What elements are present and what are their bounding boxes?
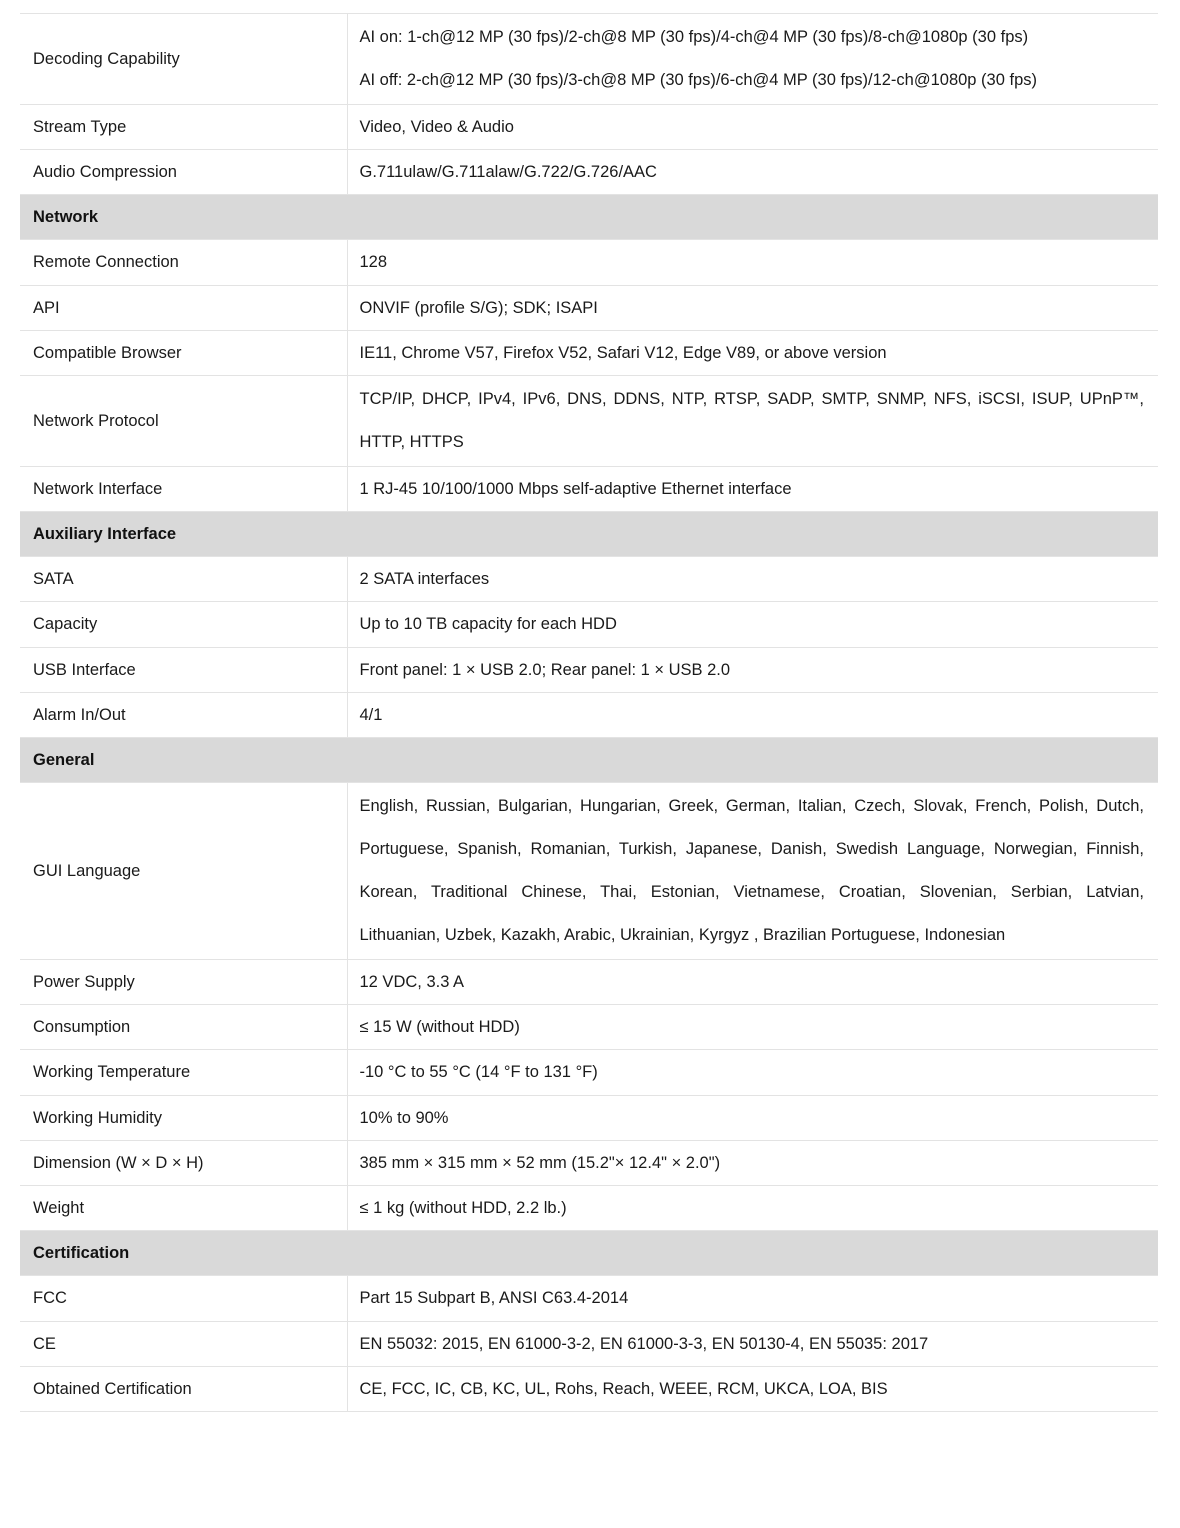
table-row [20, 1186, 1158, 1231]
spec-value [348, 286, 1159, 330]
spec-value-line: 2 SATA interfaces [359, 570, 490, 589]
spec-label: CE [33, 1334, 56, 1353]
spec-value-cell-working-humidity [347, 1095, 1158, 1140]
spec-value-cell-ce [347, 1321, 1158, 1366]
table-row [20, 602, 1158, 647]
spec-value [348, 376, 1159, 466]
spec-label-cell-consumption [20, 1005, 347, 1050]
section-header-row [20, 512, 1158, 557]
section-header-cell-auxiliary-interface [20, 512, 1158, 557]
spec-label: Remote Connection [33, 253, 179, 272]
spec-value-cell-network-interface [347, 466, 1158, 511]
table-row [20, 330, 1158, 375]
spec-value-line: TCP/IP, DHCP, IPv4, IPv6, DNS, DDNS, NTP, RTSP, SADP, SMTP, SNMP, NFS, iSCSI, ISUP, UPnP™, HTTP, HTTPS [359, 390, 1144, 451]
section-header-cell-network [20, 195, 1158, 240]
spec-label-cell-weight [20, 1186, 347, 1231]
spec-value-line: -10 °C to 55 °C (14 °F to 131 °F) [359, 1063, 598, 1082]
spec-value-line: ≤ 1 kg (without HDD, 2.2 lb.) [359, 1199, 567, 1218]
spec-label: Working Temperature [33, 1063, 191, 1082]
spec-value-line: Front panel: 1 × USB 2.0; Rear panel: 1 × USB 2.0 [359, 660, 731, 679]
spec-value-cell-usb-interface [347, 647, 1158, 692]
table-row [20, 959, 1158, 1004]
spec-label-cell-alarm-in-out [20, 692, 347, 737]
spec-value-line: Video, Video & Audio [359, 117, 514, 136]
spec-label-cell-network-protocol [20, 376, 347, 467]
spec-value-line: ONVIF (profile S/G); SDK; ISAPI [359, 298, 598, 317]
spec-value-line: IE11, Chrome V57, Firefox V52, Safari V12, Edge V89, or above version [359, 343, 887, 362]
spec-value-cell-decoding-capability [347, 14, 1158, 105]
spec-label: GUI Language [33, 861, 141, 880]
spec-value-line: Part 15 Subpart B, ANSI C63.4-2014 [359, 1289, 629, 1308]
table-row [20, 783, 1158, 960]
spec-label: Compatible Browser [33, 343, 182, 362]
spec-value-cell-remote-connection [347, 240, 1158, 285]
table-row [20, 376, 1158, 467]
spec-value-line: EN 55032: 2015, EN 61000-3-2, EN 61000-3-3, EN 50130-4, EN 55035: 2017 [359, 1334, 929, 1353]
spec-value-line: 12 VDC, 3.3 A [359, 972, 465, 991]
spec-value [348, 1186, 1159, 1230]
section-header-cell-certification [20, 1231, 1158, 1276]
spec-value-cell-weight [347, 1186, 1158, 1231]
spec-value [348, 557, 1159, 601]
spec-label-cell-ce [20, 1321, 347, 1366]
spec-label-cell-remote-connection [20, 240, 347, 285]
spec-value-line: 1 RJ-45 10/100/1000 Mbps self-adaptive Ethernet interface [359, 479, 792, 498]
spec-value-line: 10% to 90% [359, 1108, 449, 1127]
spec-value-cell-dimension-w-d-h [347, 1140, 1158, 1185]
spec-label: Obtained Certification [33, 1379, 192, 1398]
spec-value [348, 467, 1159, 511]
spec-value-cell-network-protocol [347, 376, 1158, 467]
spec-label: USB Interface [33, 660, 136, 679]
spec-value [348, 648, 1159, 692]
spec-value-cell-fcc [347, 1276, 1158, 1321]
table-row [20, 647, 1158, 692]
spec-value [348, 783, 1159, 959]
table-row [20, 557, 1158, 602]
spec-label-cell-working-humidity [20, 1095, 347, 1140]
spec-value-cell-gui-language [347, 783, 1158, 960]
spec-label-cell-capacity [20, 602, 347, 647]
spec-label: Stream Type [33, 117, 127, 136]
section-header-label: Auxiliary Interface [33, 524, 177, 543]
spec-label-cell-dimension-w-d-h [20, 1140, 347, 1185]
spec-value-cell-sata [347, 557, 1158, 602]
spec-label-cell-fcc [20, 1276, 347, 1321]
spec-label-cell-stream-type [20, 104, 347, 149]
spec-label: API [33, 298, 60, 317]
table-row [20, 1005, 1158, 1050]
table-row [20, 1095, 1158, 1140]
table-row [20, 1366, 1158, 1411]
spec-label-cell-api [20, 285, 347, 330]
spec-label: SATA [33, 570, 74, 589]
spec-value-cell-consumption [347, 1005, 1158, 1050]
spec-label: Audio Compression [33, 163, 177, 182]
spec-value-cell-api [347, 285, 1158, 330]
section-header-cell-general [20, 738, 1158, 783]
spec-value [348, 1005, 1159, 1049]
section-header-label: Network [33, 207, 99, 226]
section-header-row [20, 738, 1158, 783]
spec-label: Network Protocol [33, 411, 159, 430]
spec-label: Decoding Capability [33, 49, 180, 68]
spec-value [348, 1322, 1159, 1366]
spec-value-line: 4/1 [359, 705, 383, 724]
table-row [20, 240, 1158, 285]
specification-table [20, 13, 1158, 1412]
spec-value-cell-stream-type [347, 104, 1158, 149]
table-row [20, 1276, 1158, 1321]
spec-value [348, 960, 1159, 1004]
specification-table-body [20, 14, 1158, 1412]
spec-label: Working Humidity [33, 1108, 162, 1127]
spec-label: FCC [33, 1289, 67, 1308]
spec-label: Consumption [33, 1018, 131, 1037]
table-row [20, 14, 1158, 105]
spec-value [348, 240, 1159, 284]
table-row [20, 692, 1158, 737]
table-row [20, 104, 1158, 149]
spec-value [348, 1096, 1159, 1140]
spec-value-cell-compatible-browser [347, 330, 1158, 375]
spec-value-line: G.711ulaw/G.711alaw/G.722/G.726/AAC [359, 163, 657, 182]
spec-value-cell-capacity [347, 602, 1158, 647]
spec-value-line: 385 mm × 315 mm × 52 mm (15.2"× 12.4" × 2.0") [359, 1153, 721, 1172]
spec-value-line: Up to 10 TB capacity for each HDD [359, 615, 617, 634]
spec-value [348, 1276, 1159, 1320]
spec-value [348, 1050, 1159, 1094]
spec-label: Network Interface [33, 479, 163, 498]
table-row [20, 285, 1158, 330]
spec-label-cell-decoding-capability [20, 14, 347, 105]
spec-label-cell-network-interface [20, 466, 347, 511]
table-row [20, 1140, 1158, 1185]
spec-value-cell-power-supply [347, 959, 1158, 1004]
spec-value [348, 14, 1159, 104]
spec-value [348, 105, 1159, 149]
spec-label-cell-audio-compression [20, 150, 347, 195]
spec-value [348, 602, 1159, 646]
spec-value-cell-audio-compression [347, 150, 1158, 195]
spec-label-cell-working-temperature [20, 1050, 347, 1095]
spec-label-cell-usb-interface [20, 647, 347, 692]
table-row [20, 150, 1158, 195]
table-row [20, 466, 1158, 511]
spec-value [348, 1367, 1159, 1411]
spec-value-line: AI on: 1-ch@12 MP (30 fps)/2-ch@8 MP (30 fps)/4-ch@4 MP (30 fps)/8-ch@1080p (30 fps) [359, 28, 1029, 46]
spec-label: Power Supply [33, 972, 135, 991]
section-header-row [20, 195, 1158, 240]
spec-value [348, 1141, 1159, 1185]
spec-label-cell-power-supply [20, 959, 347, 1004]
spec-label: Weight [33, 1199, 85, 1218]
spec-label-cell-sata [20, 557, 347, 602]
section-header-label: Certification [33, 1243, 130, 1262]
spec-value-line: AI off: 2-ch@12 MP (30 fps)/3-ch@8 MP (30 fps)/6-ch@4 MP (30 fps)/12-ch@1080p (30 fps) [359, 70, 1037, 89]
spec-value-cell-obtained-certification [347, 1366, 1158, 1411]
spec-label: Alarm In/Out [33, 705, 126, 724]
spec-value-cell-working-temperature [347, 1050, 1158, 1095]
spec-label: Dimension (W × D × H) [33, 1153, 204, 1172]
spec-label-cell-gui-language [20, 783, 347, 960]
spec-label-cell-obtained-certification [20, 1366, 347, 1411]
section-header-row [20, 1231, 1158, 1276]
spec-label: Capacity [33, 615, 98, 634]
spec-value [348, 331, 1159, 375]
spec-value [348, 150, 1159, 194]
table-row [20, 1321, 1158, 1366]
spec-value-line: 128 [359, 253, 388, 272]
spec-value-line: CE, FCC, IC, CB, KC, UL, Rohs, Reach, WEEE, RCM, UKCA, LOA, BIS [359, 1379, 888, 1398]
section-header-label: General [33, 750, 95, 769]
spec-value-line: ≤ 15 W (without HDD) [359, 1018, 520, 1037]
spec-value-line: English, Russian, Bulgarian, Hungarian, Greek, German, Italian, Czech, Slovak, French, Polish, Dutch, Portuguese, Spanish, Romanian, Turkish, Japanese, Danish, Swedish Language, Norwegian, Finnish, Korean, Traditional Chinese, Thai, Estonian, Vietnamese, Croatian, Slovenian, Serbian, Latvian, Lithuanian, Uzbek, Kazakh, Arabic, Ukrainian, Kyrgyz , Brazilian Portuguese, Indonesian [359, 797, 1144, 944]
spec-value-cell-alarm-in-out [347, 692, 1158, 737]
spec-value [348, 693, 1159, 737]
table-row [20, 1050, 1158, 1095]
spec-label-cell-compatible-browser [20, 330, 347, 375]
